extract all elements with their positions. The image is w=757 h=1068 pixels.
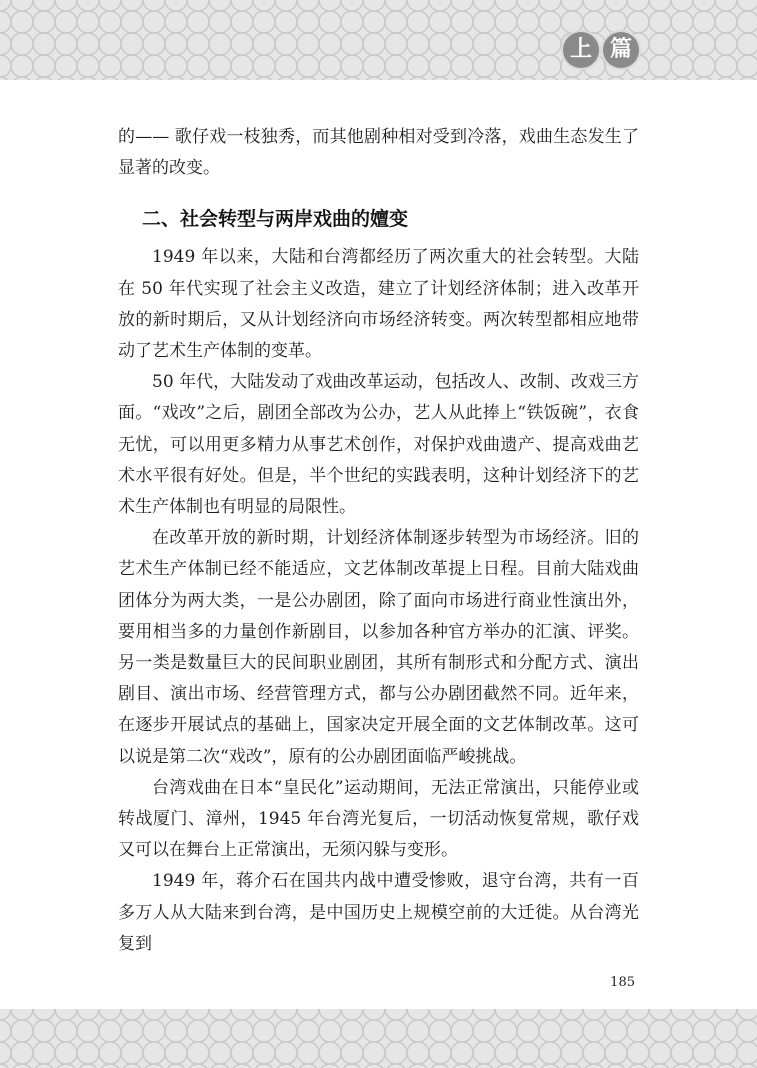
header-pattern-band bbox=[0, 0, 757, 80]
footer-pattern-band bbox=[0, 1009, 757, 1068]
page-body bbox=[118, 122, 639, 960]
section-badge-char: 篇 bbox=[603, 32, 639, 68]
page-number: 185 bbox=[610, 975, 635, 990]
section-badge bbox=[563, 32, 639, 68]
section-heading: 二、社会转型与两岸戏曲的嬗变 bbox=[142, 208, 409, 231]
body-paragraph: 1949 年以来，大陆和台湾都经历了两次重大的社会转型。大陆在 50 年代实现了社会主义改造，建立了计划经济体制；进入改革开放的新时期后，又从计划经济向市场经济转变。两次转型都相应地带动了艺术生产体制的变革。 bbox=[118, 247, 639, 362]
body-paragraph: 在改革开放的新时期，计划经济体制逐步转型为市场经济。旧的艺术生产体制已经不能适应，文艺体制改革提上日程。目前大陆戏曲团体分为两大类，一是公办剧团，除了面向市场进行商业性演出外，要用相当多的力量创作新剧目，以参加各种官方举办的汇演、评奖。另一类是数量巨大的民间职业剧团，其所有制形式和分配方式、演出剧目、演出市场、经营管理方式，都与公办剧团截然不同。近年来，在逐步开展试点的基础上，国家决定开展全面的文艺体制改革。这可以说是第二次“戏改”，原有的公办剧团面临严峻挑战。 bbox=[118, 528, 639, 767]
continuation-paragraph: 的—— 歌仔戏一枝独秀，而其他剧种相对受到冷落，戏曲生态发生了显著的改变。 bbox=[118, 127, 639, 179]
body-paragraph: 1949 年，蒋介石在国共内战中遭受惨败，退守台湾，共有一百多万人从大陆来到台湾，是中国历史上规模空前的大迁徙。从台湾光复到 bbox=[118, 871, 639, 954]
body-paragraph: 台湾戏曲在日本“皇民化”运动期间，无法正常演出，只能停业或转战厦门、漳州，1945 年台湾光复后，一切活动恢复常规，歌仔戏又可以在舞台上正常演出，无须闪躲与变形。 bbox=[118, 777, 639, 861]
section-badge-char: 上 bbox=[563, 32, 599, 68]
body-paragraph: 50 年代，大陆发动了戏曲改革运动，包括改人、改制、改戏三方面。“戏改”之后，剧团全部改为公办，艺人从此捧上“铁饭碗”，衣食无忧，可以用更多精力从事艺术创作，对保护戏曲遗产、提高戏曲艺术水平很有好处。但是，半个世纪的实践表明，这种计划经济下的艺术生产体制也有明显的局限性。 bbox=[118, 372, 639, 518]
